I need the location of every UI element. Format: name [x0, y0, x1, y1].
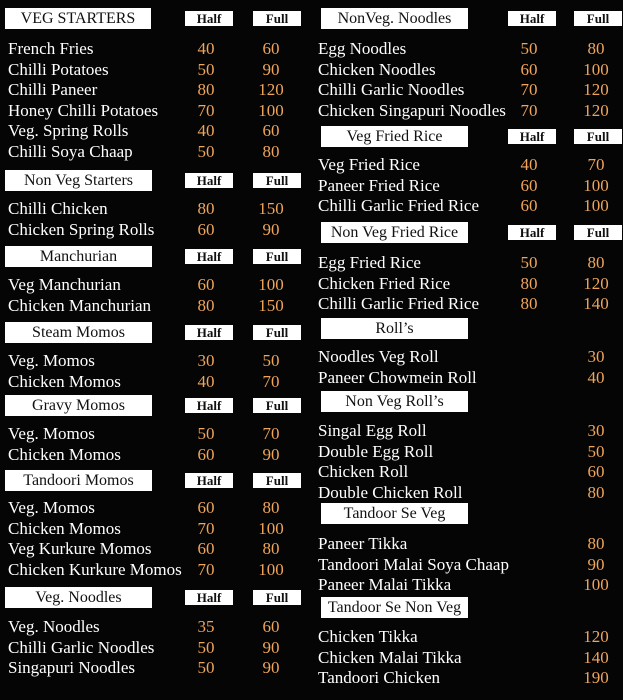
menu-item-name: Paneer Chowmein Roll: [318, 367, 477, 387]
menu-item-name: Chicken Manchurian: [8, 295, 152, 315]
menu-item-half-price: 70: [197, 518, 215, 538]
menu-item: [0, 219, 305, 240]
menu-item-name: French Fries: [8, 39, 94, 58]
menu-item-half-price: 40: [520, 155, 538, 174]
menu-item: [308, 195, 623, 216]
menu-item: [0, 559, 305, 580]
menu-item: [0, 350, 305, 371]
section-header-veg_fried_rice: Veg Fried Rice: [321, 126, 468, 147]
menu-item-full-price: 100: [258, 518, 284, 538]
menu-item: [308, 38, 623, 59]
menu-item-full-price: 120: [583, 100, 609, 120]
menu-item: [308, 154, 623, 175]
menu-item-half-price: 80: [197, 295, 215, 315]
menu-item-name: Chicken Momos: [8, 371, 121, 391]
menu-item-name: Chicken Noodles: [318, 59, 436, 79]
menu-item-full-price: 100: [258, 275, 284, 294]
menu-item-full-price: 80: [587, 253, 605, 272]
half-price-label: Half: [508, 129, 556, 144]
menu-item-name: Veg. Momos: [8, 351, 95, 370]
menu-item-name: Chicken Tikka: [318, 627, 418, 646]
full-price-label: Full: [253, 325, 301, 340]
menu-item-full-price: 70: [262, 424, 280, 443]
menu-item-full-price: 70: [262, 371, 280, 391]
section-header-tandoor_se_non_veg: Tandoor Se Non Veg: [321, 597, 468, 618]
menu-item: [0, 79, 305, 100]
menu-item: [0, 198, 305, 219]
menu-item-half-price: 60: [197, 498, 215, 517]
menu-item: [0, 100, 305, 121]
menu-item-name: Chilli Garlic Noodles: [318, 80, 465, 100]
menu-item-half-price: 30: [197, 351, 215, 370]
menu-item: [308, 293, 623, 314]
half-price-label: Half: [185, 11, 233, 26]
section-header-non_veg_rolls: Non Veg Roll’s: [321, 391, 468, 412]
menu-item-name: Noodles Veg Roll: [318, 347, 439, 366]
menu-item: [0, 59, 305, 80]
menu-item-half-price: 80: [197, 80, 215, 100]
menu-item-name: Egg Fried Rice: [318, 253, 421, 272]
menu-item-half-price: 70: [520, 100, 538, 120]
menu-item: [308, 461, 623, 482]
menu-item: [308, 100, 623, 121]
menu-item-half-price: 60: [520, 175, 538, 195]
menu-item-full-price: 80: [587, 534, 605, 553]
menu-item: [308, 626, 623, 647]
menu-item-half-price: 40: [197, 371, 215, 391]
menu-item-name: Chicken Roll: [318, 462, 409, 482]
menu-item-full-price: 90: [587, 554, 605, 574]
full-price-label: Full: [253, 173, 301, 188]
menu-item: [0, 444, 305, 465]
menu-item-name: Egg Noodles: [318, 39, 407, 58]
menu-item-full-price: 80: [262, 498, 280, 517]
half-price-label: Half: [185, 473, 233, 488]
menu-item-half-price: 50: [197, 59, 215, 79]
menu-item-full-price: 140: [583, 647, 609, 667]
menu-item-full-price: 150: [258, 199, 284, 218]
menu-item-name: Chicken Singapuri Noodles: [318, 100, 506, 120]
menu-item-name: Veg. Spring Rolls: [8, 121, 129, 141]
menu-item-full-price: 120: [583, 273, 609, 293]
full-price-label: Full: [253, 249, 301, 264]
menu-item: [0, 141, 305, 162]
menu-item-full-price: 80: [262, 142, 280, 161]
menu-item-half-price: 35: [197, 617, 215, 636]
menu-item-name: Paneer Tikka: [318, 534, 408, 553]
menu-item-name: Chilli Chicken: [8, 199, 108, 218]
menu-item-full-price: 120: [258, 80, 284, 100]
menu-item-full-price: 150: [258, 295, 284, 315]
section-header-tandoori_momos: Tandoori Momos: [5, 470, 152, 491]
menu-item: [0, 423, 305, 444]
menu-item-name: Veg. Momos: [8, 498, 95, 517]
menu-item: [0, 538, 305, 559]
menu-item-full-price: 60: [262, 617, 280, 636]
section-header-manchurian: Manchurian: [5, 246, 152, 267]
menu-item-name: Veg Fried Rice: [318, 155, 420, 174]
menu-item-name: Singapuri Noodles: [8, 658, 136, 678]
menu-item-half-price: 60: [197, 539, 215, 559]
menu-item-full-price: 140: [583, 294, 609, 314]
menu-item: [0, 657, 305, 678]
menu-item-half-price: 70: [197, 559, 215, 579]
menu-item-name: Chilli Garlic Fried Rice: [318, 294, 479, 314]
menu-item-full-price: 120: [583, 80, 609, 100]
menu-item: [0, 637, 305, 658]
menu-item: [308, 667, 623, 688]
menu-item-name: Veg. Momos: [8, 424, 95, 443]
section-header-non_veg_fried_rice: Non Veg Fried Rice: [321, 222, 468, 243]
menu-item-name: Chilli Garlic Fried Rice: [318, 196, 479, 216]
menu-item-name: Double Chicken Roll: [318, 482, 463, 502]
menu-item: [0, 616, 305, 637]
menu-item-full-price: 40: [587, 367, 605, 387]
menu-item-full-price: 30: [587, 421, 605, 440]
menu-item: [308, 441, 623, 462]
half-price-label: Half: [185, 173, 233, 188]
full-price-label: Full: [253, 473, 301, 488]
full-price-label: Full: [574, 225, 622, 240]
menu-item-name: Tandoori Chicken: [318, 668, 441, 688]
menu-item-half-price: 70: [197, 100, 215, 120]
menu-item-full-price: 90: [262, 637, 280, 657]
section-header-steam_momos: Steam Momos: [5, 322, 152, 343]
menu-item-name: Chicken Momos: [8, 518, 121, 538]
menu-item-half-price: 50: [520, 39, 538, 58]
menu-item-full-price: 100: [258, 100, 284, 120]
menu-item: [308, 367, 623, 388]
menu-item: [308, 79, 623, 100]
half-price-label: Half: [185, 325, 233, 340]
menu-item-full-price: 90: [262, 658, 280, 678]
full-price-label: Full: [574, 11, 622, 26]
menu-item-half-price: 50: [520, 253, 538, 272]
menu-item-name: Chilli Soya Chaap: [8, 142, 133, 161]
menu-item-half-price: 70: [520, 80, 538, 100]
menu-item-full-price: 100: [583, 196, 609, 216]
menu-item: [308, 574, 623, 595]
menu-item: [308, 273, 623, 294]
menu-item-half-price: 40: [197, 121, 215, 141]
menu-item-name: Honey Chilli Potatoes: [8, 100, 159, 120]
half-price-label: Half: [508, 11, 556, 26]
menu-item: [308, 175, 623, 196]
menu-item-half-price: 80: [197, 199, 215, 218]
menu-item-full-price: 100: [583, 175, 609, 195]
menu-item-name: Chilli Paneer: [8, 80, 98, 100]
menu-item-name: Chilli Garlic Noodles: [8, 637, 155, 657]
section-header-veg_noodles: Veg. Noodles: [5, 587, 152, 608]
menu-item-half-price: 50: [197, 142, 215, 161]
menu-item-full-price: 70: [587, 155, 605, 174]
menu-item-full-price: 90: [262, 59, 280, 79]
menu-item-full-price: 60: [587, 462, 605, 482]
half-price-label: Half: [185, 249, 233, 264]
menu-item-half-price: 60: [197, 219, 215, 239]
section-header-rolls: Roll’s: [321, 318, 468, 339]
menu-item-half-price: 60: [197, 444, 215, 464]
menu-item-name: Chicken Kurkure Momos: [8, 559, 182, 579]
menu-item-name: Veg Manchurian: [8, 275, 121, 294]
menu-item-name: Veg. Noodles: [8, 617, 100, 636]
menu-item: [0, 274, 305, 295]
menu-item-name: Double Egg Roll: [318, 441, 434, 461]
menu-item: [0, 120, 305, 141]
menu-item: [308, 252, 623, 273]
menu-item-full-price: 50: [587, 441, 605, 461]
full-price-label: Full: [253, 590, 301, 605]
full-price-label: Full: [253, 11, 301, 26]
menu-item-name: Chicken Spring Rolls: [8, 219, 155, 239]
menu-item-half-price: 60: [520, 59, 538, 79]
menu-item-full-price: 90: [262, 444, 280, 464]
menu-item: [308, 346, 623, 367]
menu-item-half-price: 60: [520, 196, 538, 216]
menu-item-full-price: 80: [262, 539, 280, 559]
menu-item: [0, 371, 305, 392]
menu-item: [0, 518, 305, 539]
menu-item: [308, 59, 623, 80]
menu-item-half-price: 80: [520, 273, 538, 293]
menu-item-name: Chilli Potatoes: [8, 59, 109, 79]
menu-item-half-price: 50: [197, 658, 215, 678]
menu-item-full-price: 120: [583, 627, 609, 646]
section-header-non_veg_starters: Non Veg Starters: [5, 170, 152, 191]
menu-item-name: Tandoori Malai Soya Chaap: [318, 554, 509, 574]
menu-item-full-price: 190: [583, 668, 609, 688]
full-price-label: Full: [253, 398, 301, 413]
menu-item: [308, 482, 623, 503]
menu-item-half-price: 80: [520, 294, 538, 314]
menu-item-name: Chicken Malai Tikka: [318, 647, 462, 667]
menu-item-full-price: 50: [262, 351, 280, 370]
full-price-label: Full: [574, 129, 622, 144]
menu-item-full-price: 80: [587, 39, 605, 58]
half-price-label: Half: [185, 590, 233, 605]
menu-item-full-price: 60: [262, 39, 280, 58]
menu-item: [0, 38, 305, 59]
menu-item-full-price: 100: [258, 559, 284, 579]
menu-item-full-price: 30: [587, 347, 605, 366]
section-header-nonveg_noodles: NonVeg. Noodles: [321, 8, 468, 29]
menu-item: [308, 420, 623, 441]
menu-item-name: Chicken Fried Rice: [318, 273, 451, 293]
menu-item-name: Paneer Fried Rice: [318, 175, 440, 195]
menu-item: [308, 647, 623, 668]
menu-item-full-price: 80: [587, 482, 605, 502]
section-header-gravy_momos: Gravy Momos: [5, 395, 152, 416]
menu-item-half-price: 50: [197, 424, 215, 443]
menu-item: [308, 554, 623, 575]
menu-item-name: Chicken Momos: [8, 444, 121, 464]
section-header-veg_starters: VEG STARTERS: [5, 8, 151, 29]
menu-item-half-price: 40: [197, 39, 215, 58]
menu-item-full-price: 60: [262, 121, 280, 141]
section-header-tandoor_se_veg: Tandoor Se Veg: [321, 503, 468, 524]
menu-item-half-price: 60: [197, 275, 215, 294]
menu-item-full-price: 100: [583, 575, 609, 595]
half-price-label: Half: [185, 398, 233, 413]
menu-item: [0, 295, 305, 316]
menu-item: [0, 497, 305, 518]
menu-item-name: Veg Kurkure Momos: [8, 539, 152, 559]
menu-item-full-price: 90: [262, 219, 280, 239]
menu-item-full-price: 100: [583, 59, 609, 79]
half-price-label: Half: [508, 225, 556, 240]
menu-item-half-price: 50: [197, 637, 215, 657]
menu-item: [308, 533, 623, 554]
menu-item-name: Paneer Malai Tikka: [318, 575, 452, 595]
menu-item-name: Singal Egg Roll: [318, 421, 427, 440]
